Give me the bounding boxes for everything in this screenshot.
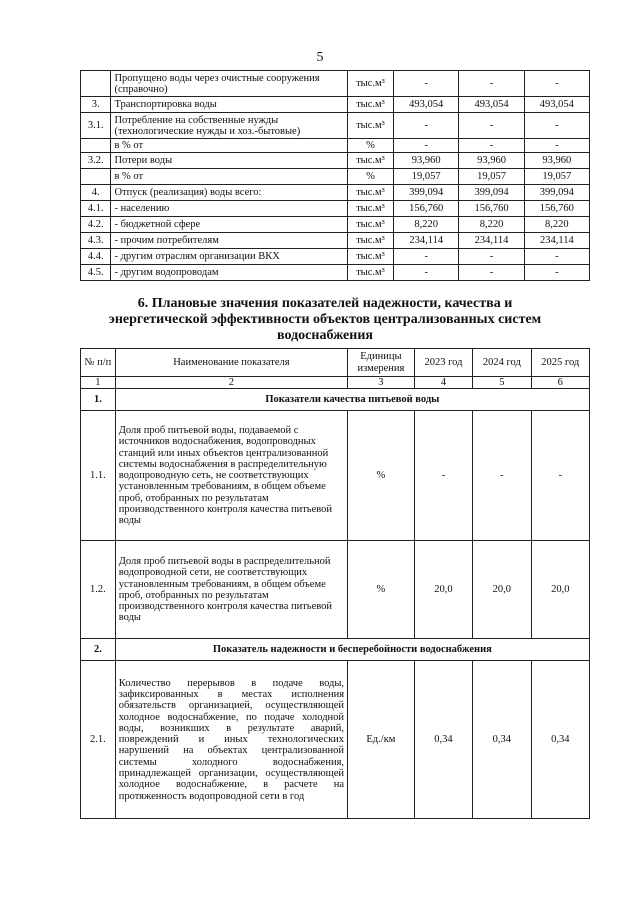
- table-row: [81, 153, 590, 169]
- row-value-2024: -: [459, 249, 524, 265]
- row-value-2024: 8,220: [459, 217, 524, 233]
- row-unit: тыс.м³: [347, 217, 393, 233]
- row-value-2025: 19,057: [524, 169, 589, 185]
- row-name: Транспортировка воды: [111, 97, 347, 113]
- row-1-2-unit: %: [348, 541, 415, 639]
- row-name: в % от: [111, 139, 347, 153]
- row-value-2023: 93,960: [394, 153, 459, 169]
- row-name: Пропущено воды через очистные сооружения (справочно): [111, 71, 347, 97]
- row-2-1: [81, 661, 590, 819]
- row-1-1-num: 1.1.: [81, 411, 116, 541]
- row-1-1-unit: %: [348, 411, 415, 541]
- row-value-2024: -: [459, 265, 524, 281]
- row-name: в % от: [111, 169, 347, 185]
- row-name: - бюджетной сфере: [111, 217, 347, 233]
- row-value-2024: 399,094: [459, 185, 524, 201]
- header-row: [81, 349, 590, 377]
- row-value-2024: -: [459, 139, 524, 153]
- row-value-2025: -: [524, 249, 589, 265]
- row-value-2023: -: [394, 71, 459, 97]
- table-row: [81, 249, 590, 265]
- row-value-2023: 8,220: [394, 217, 459, 233]
- col-number: 2: [115, 377, 347, 389]
- row-unit: тыс.м³: [347, 233, 393, 249]
- row-value-2025: 493,054: [524, 97, 589, 113]
- row-value-2024: -: [459, 71, 524, 97]
- row-value-2024: 493,054: [459, 97, 524, 113]
- row-2-1-value-2025: 0,34: [531, 661, 589, 819]
- row-1-2: [81, 541, 590, 639]
- row-value-2025: -: [524, 71, 589, 97]
- row-value-2025: 8,220: [524, 217, 589, 233]
- row-1-1-value-2024: -: [473, 411, 531, 541]
- row-unit: тыс.м³: [347, 71, 393, 97]
- row-2-1-value-2024: 0,34: [473, 661, 531, 819]
- row-unit: тыс.м³: [347, 97, 393, 113]
- table-row: [81, 201, 590, 217]
- row-number: 3.1.: [81, 113, 111, 139]
- col-number: 5: [473, 377, 531, 389]
- header-unit: Единицы измерения: [348, 349, 415, 377]
- row-value-2024: 93,960: [459, 153, 524, 169]
- table-row: [81, 217, 590, 233]
- row-value-2023: -: [394, 249, 459, 265]
- row-name: - другим водопроводам: [111, 265, 347, 281]
- section-1-row: [81, 389, 590, 411]
- page-number: 5: [316, 50, 324, 65]
- section-1-title: Показатели качества питьевой воды: [115, 389, 589, 411]
- row-number: 3.2.: [81, 153, 111, 169]
- header-year-1: 2023 год: [414, 349, 472, 377]
- row-name: - прочим потребителям: [111, 233, 347, 249]
- row-unit: тыс.м³: [347, 249, 393, 265]
- row-1-1-value-2025: -: [531, 411, 589, 541]
- row-value-2023: -: [394, 265, 459, 281]
- row-number: [81, 71, 111, 97]
- row-value-2025: 93,960: [524, 153, 589, 169]
- row-number: [81, 139, 111, 153]
- row-1-2-value-2023: 20,0: [414, 541, 472, 639]
- row-1-2-value-2025: 20,0: [531, 541, 589, 639]
- row-number: 4.4.: [81, 249, 111, 265]
- row-number: 4.1.: [81, 201, 111, 217]
- row-1-1-name: Доля проб питьевой воды, подаваемой с источников водоснабжения, водопроводных станций или иных объектов централизованной системы водоснабжения в распределительную водопроводную сеть, не соответствующих установленным требованиям, в общем объеме проб, отобранных по результатам производственного контроля качества питьевой воды: [115, 411, 347, 541]
- row-name: Потребление на собственные нужды (технологические нужды и хоз.-бытовые): [111, 113, 347, 139]
- row-value-2025: 156,760: [524, 201, 589, 217]
- table-row: [81, 97, 590, 113]
- table-row: [81, 185, 590, 201]
- row-2-1-num: 2.1.: [81, 661, 116, 819]
- row-value-2025: -: [524, 139, 589, 153]
- row-number: 4.: [81, 185, 111, 201]
- row-unit: %: [347, 139, 393, 153]
- row-name: Потери воды: [111, 153, 347, 169]
- row-number: 4.5.: [81, 265, 111, 281]
- row-number: [81, 169, 111, 185]
- row-value-2025: -: [524, 265, 589, 281]
- row-unit: тыс.м³: [347, 113, 393, 139]
- row-number: 4.3.: [81, 233, 111, 249]
- row-2-1-unit: Ед./км: [348, 661, 415, 819]
- row-1-2-name: Доля проб питьевой воды в распределительной водопроводной сети, не соответствующих установленным требованиям, в общем объеме проб, отобранных по результатам производственного контроля качества питьевой воды: [115, 541, 347, 639]
- row-2-1-name: Количество перерывов в подаче воды, зафиксированных в местах исполнения обязательств организацией, осуществляющей холодное водоснабжение, по подаче холодной воды, возникших в результате аварий, повреждений и иных технологических нарушений на объектах централизованной системы холодного водоснабжения, принадлежащей организации, осуществляющей холодное водоснабжение, в расчете на протяженность водопроводной сети в год: [115, 661, 347, 819]
- row-value-2023: 156,760: [394, 201, 459, 217]
- row-number: 4.2.: [81, 217, 111, 233]
- row-unit: тыс.м³: [347, 185, 393, 201]
- row-value-2024: 156,760: [459, 201, 524, 217]
- header-num: № п/п: [81, 349, 116, 377]
- row-unit: тыс.м³: [347, 265, 393, 281]
- row-2-1-value-2023: 0,34: [414, 661, 472, 819]
- row-value-2023: -: [394, 139, 459, 153]
- section-title: 6. Плановые значения показателей надежности, качества и энергетической эффективности объектов централизованных систем водоснабжения: [108, 296, 542, 343]
- column-number-row: [81, 377, 590, 389]
- row-value-2025: 234,114: [524, 233, 589, 249]
- row-value-2023: 19,057: [394, 169, 459, 185]
- section-2-num: 2.: [81, 639, 116, 661]
- header-year-2: 2024 год: [473, 349, 531, 377]
- col-number: 6: [531, 377, 589, 389]
- indicators-table: [80, 348, 590, 819]
- row-value-2025: -: [524, 113, 589, 139]
- table-row: [81, 265, 590, 281]
- table-row: [81, 139, 590, 153]
- row-number: 3.: [81, 97, 111, 113]
- header-name: Наименование показателя: [115, 349, 347, 377]
- row-unit: %: [347, 169, 393, 185]
- col-number: 4: [414, 377, 472, 389]
- table-row: [81, 169, 590, 185]
- row-value-2024: 19,057: [459, 169, 524, 185]
- row-name: - другим отраслям организации ВКХ: [111, 249, 347, 265]
- row-value-2023: 493,054: [394, 97, 459, 113]
- table-row: [81, 71, 590, 97]
- section-2-row: [81, 639, 590, 661]
- header-year-3: 2025 год: [531, 349, 589, 377]
- row-name: Отпуск (реализация) воды всего:: [111, 185, 347, 201]
- section-2-title: Показатель надежности и бесперебойности водоснабжения: [115, 639, 589, 661]
- table-row: [81, 233, 590, 249]
- row-value-2025: 399,094: [524, 185, 589, 201]
- row-value-2024: -: [459, 113, 524, 139]
- table-row: [81, 113, 590, 139]
- section-1-num: 1.: [81, 389, 116, 411]
- row-1-2-num: 1.2.: [81, 541, 116, 639]
- row-value-2023: 234,114: [394, 233, 459, 249]
- row-unit: тыс.м³: [347, 201, 393, 217]
- row-value-2024: 234,114: [459, 233, 524, 249]
- row-1-2-value-2024: 20,0: [473, 541, 531, 639]
- water-balance-table: [80, 70, 590, 281]
- col-number: 1: [81, 377, 116, 389]
- row-unit: тыс.м³: [347, 153, 393, 169]
- row-1-1-value-2023: -: [414, 411, 472, 541]
- row-name: - населению: [111, 201, 347, 217]
- row-value-2023: 399,094: [394, 185, 459, 201]
- row-value-2023: -: [394, 113, 459, 139]
- row-1-1: [81, 411, 590, 541]
- col-number: 3: [348, 377, 415, 389]
